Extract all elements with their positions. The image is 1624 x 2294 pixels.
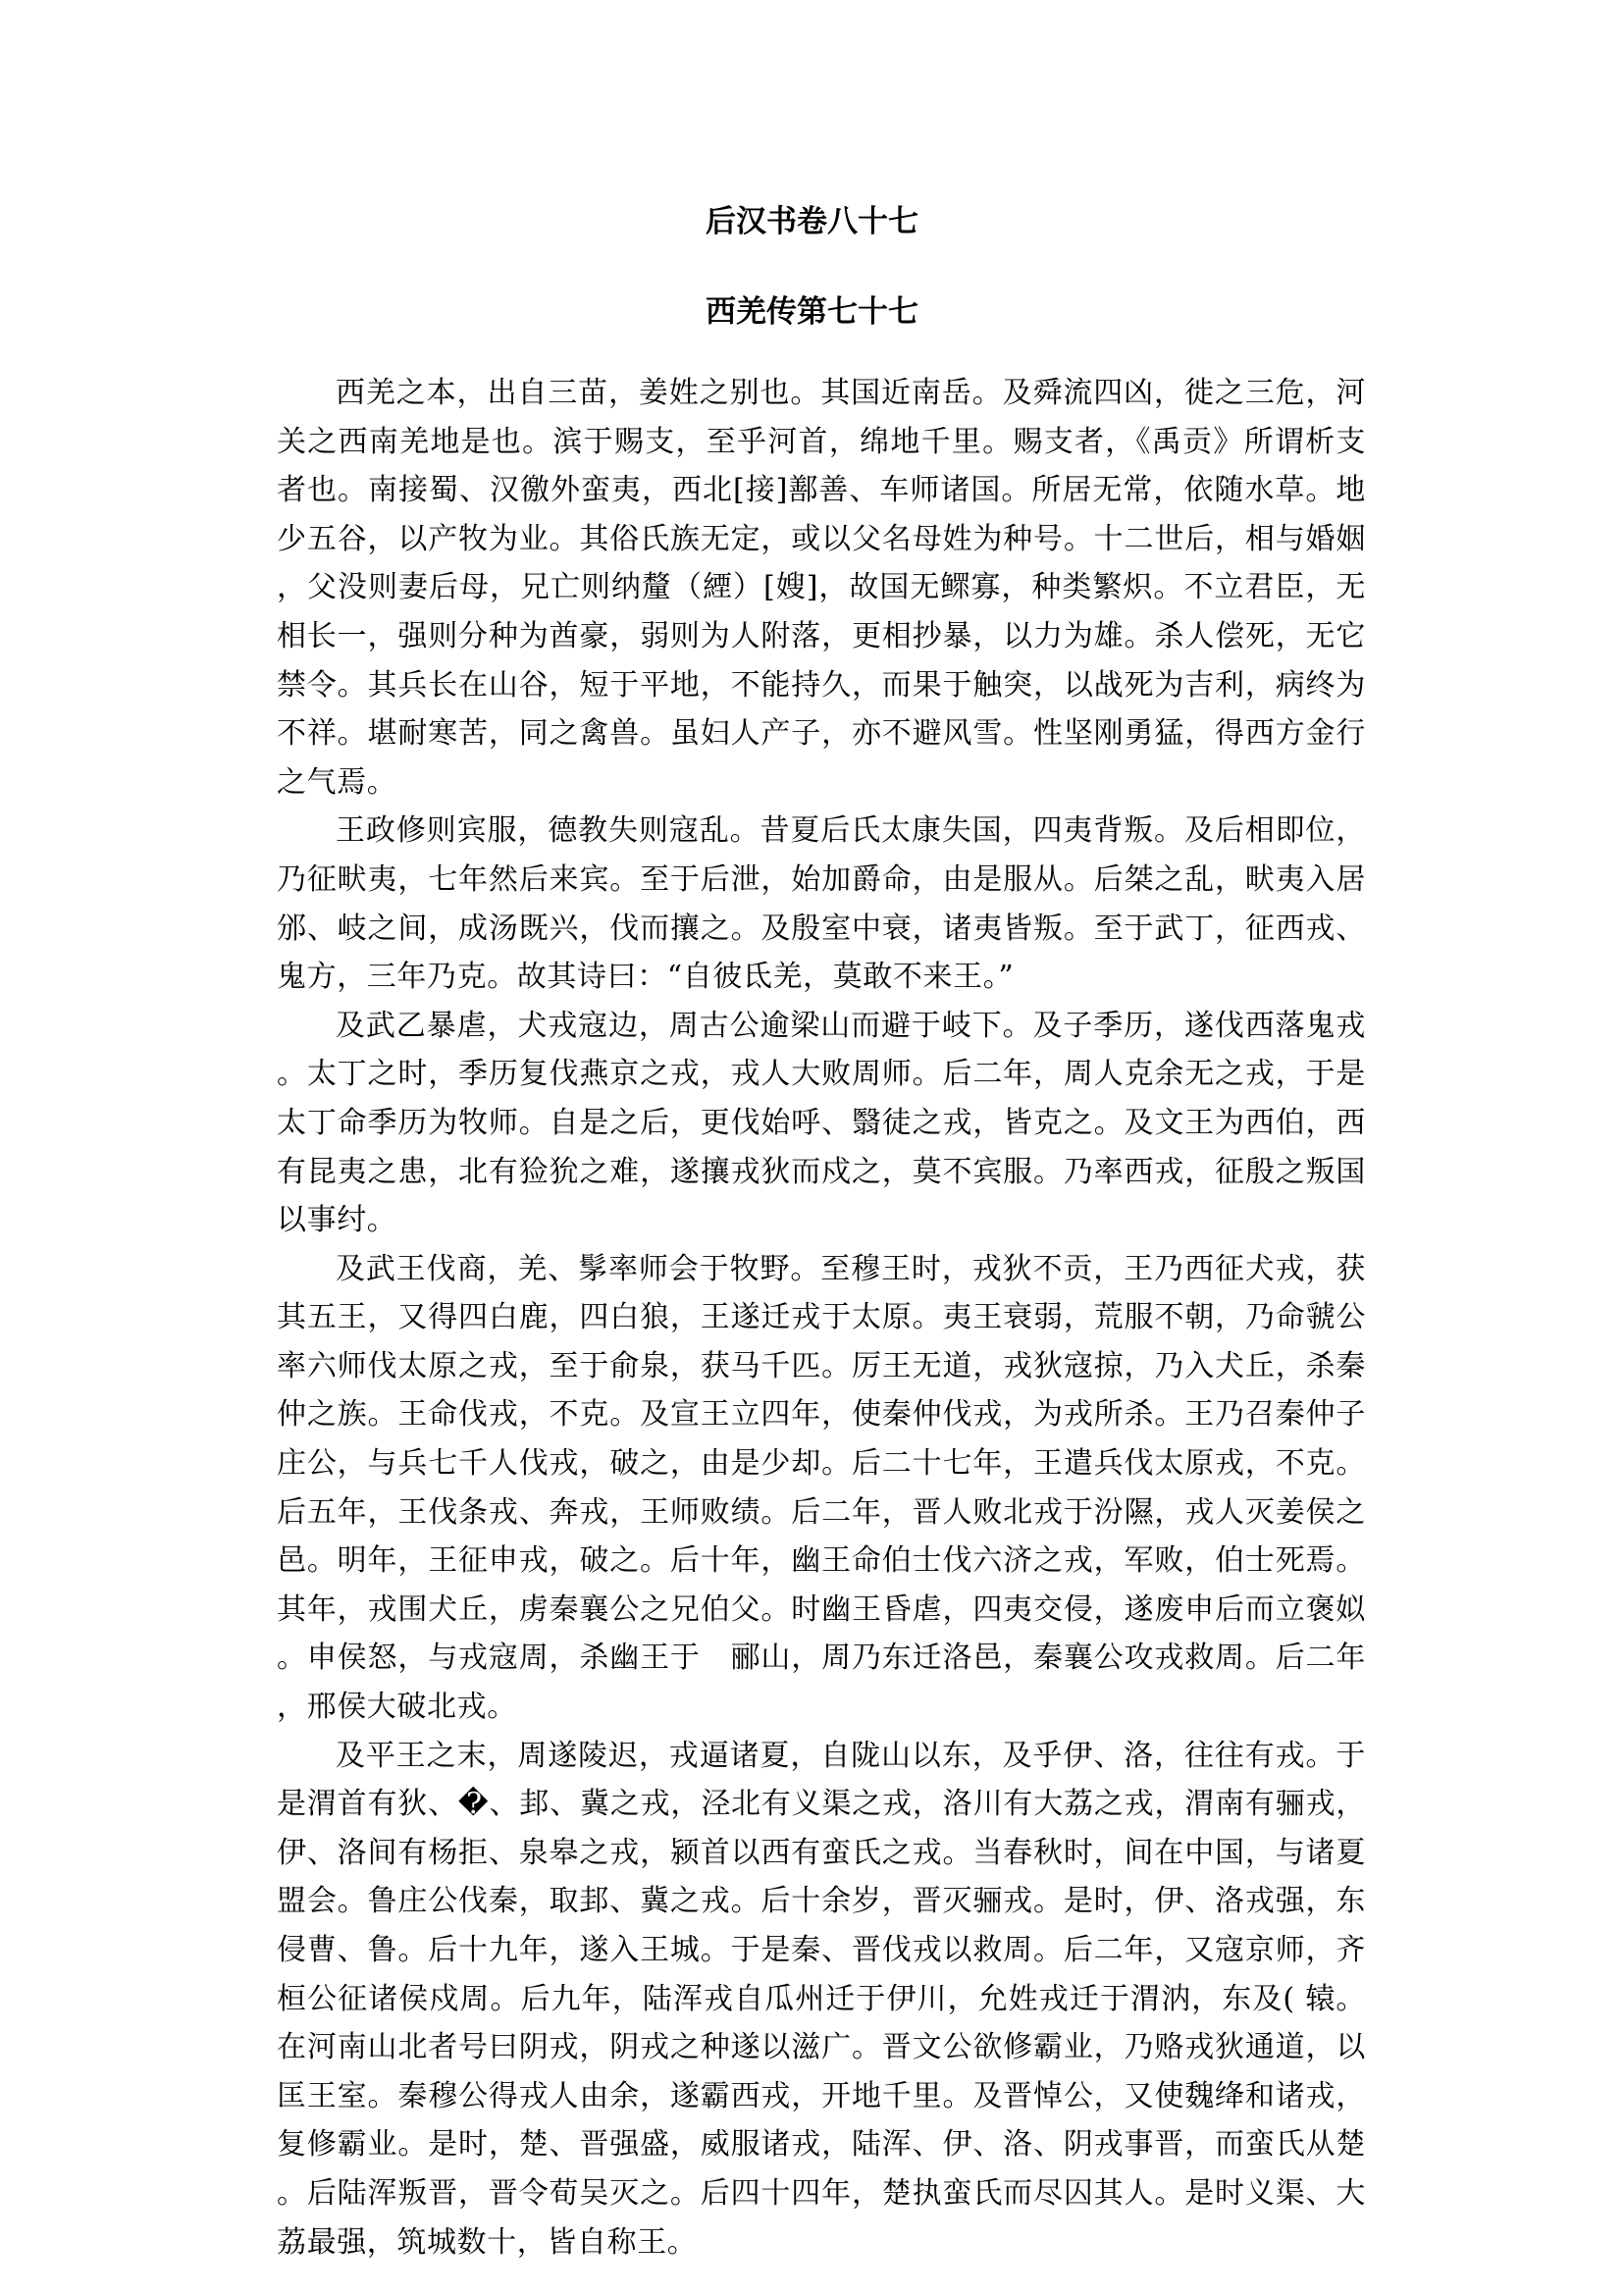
paragraph-4: 及武王伐商，羌、髳率师会于牧野。至穆王时，戎狄不贡，王乃西征犬戎，获其五王，又得四白鹿，四白狼，王遂迁戎于太原。夷王衰弱，荒服不朝，乃命虢公率六师伐太原之戎，至于俞泉，获马千匹。厉王无道，戎狄寇掠，乃入犬丘，杀秦仲之族。王命伐戎，不克。及宣王立四年，使秦仲伐戎，为戎所杀。王乃召秦仲子庄公，与兵七千人伐戎，破之，由是少却。后二十七年，王遣兵伐太原戎，不克。后五年，王伐条戎、奔戎，王师败绩。后二年，晋人败北戎于汾隰，戎人灭姜侯之邑。明年，王征申戎，破之。后十年，幽王命伯士伐六济之戎，军败，伯士死焉。其年，戎围犬丘，虏秦襄公之兄伯父。时幽王昏虐，四夷交侵，遂废申后而立褒姒。申侯怒，与戎寇周，杀幽王于 郦山，周乃东迁洛邑，秦襄公攻戎救周。后二年，邢侯大破北戎。 (277, 1251, 1366, 1725)
body-text (277, 369, 1366, 2267)
chapter-title: 西羌传第七十七 (706, 294, 918, 330)
paragraph-5: 及平王之末，周遂陵迟，戎逼诸夏，自陇山以东，及乎伊、洛，往往有戎。于是渭首有狄、�、邽、冀之戎，泾北有义渠之戎，洛川有大荔之戎，渭南有骊戎，伊、洛间有杨拒、泉皋之戎，颍首以西有蛮氏之戎。当春秋时，间在中国，与诸夏盟会。鲁庄公伐秦，取邽、冀之戎。后十余岁，晋灭骊戎。是时，伊、洛戎强，东侵曹、鲁。后十九年，遂入王城。于是秦、晋伐戎以救周。后二年，又寇京师，齐桓公征诸侯戍周。后九年，陆浑戎自瓜州迁于伊川，允姓戎迁于渭汭，东及( 辕。在河南山北者号曰阴戎，阴戎之种遂以滋广。晋文公欲修霸业，乃赂戎狄通道，以匡王室。秦穆公得戎人由余，遂霸西戎，开地千里。及晋悼公，又使魏绛和诸戎，复修霸业。是时，楚、晋强盛，威服诸戎，陆浑、伊、洛、阴戎事晋，而蛮氏从楚。后陆浑叛晋，晋令荀吴灭之。后四十四年，楚执蛮氏而尽囚其人。是时义渠、大荔最强，筑城数十，皆自称王。 (277, 1738, 1366, 2260)
paragraph-1: 西羌之本，出自三苗，姜姓之别也。其国近南岳。及舜流四凶，徙之三危，河关之西南羌地是也。滨于赐支，至乎河首，绵地千里。赐支者，《禹贡》所谓析支者也。南接蜀、汉徼外蛮夷，西北[接]鄯善、车师诸国。所居无常，依随水草。地少五谷，以产牧为业。其俗氏族无定，或以父名母姓为种号。十二世后，相与婚姻，父没则妻后母，兄亡则纳釐（緸）[嫂]，故国无鳏寡，种类繁炽。不立君臣，无相长一，强则分种为酋豪，弱则为人附落，更相抄暴，以力为雄。杀人偿死，无它禁令。其兵长在山谷，短于平地，不能持久，而果于触突，以战死为吉利，病终为不祥。堪耐寒苦，同之禽兽。虽妇人产子，亦不避风雪。性坚刚勇猛，得西方金行之气焉。 (277, 376, 1366, 800)
paragraph-2: 王政修则宾服，德教失则寇乱。昔夏后氏太康失国，四夷背叛。及后相即位，乃征畎夷，七年然后来宾。至于后泄，始加爵命，由是服从。后桀之乱，畎夷入居邠、岐之间，成汤既兴，伐而攘之。及殷室中衰，诸夷皆叛。至于武丁，征西戎、鬼方，三年乃克。故其诗曰：“自彼氐羌，莫敢不来王。” (277, 813, 1366, 995)
book-title: 后汉书卷八十七 (706, 204, 918, 239)
paragraph-3: 及武乙暴虐，犬戎寇边，周古公逾梁山而避于岐下。及子季历，遂伐西落鬼戎。太丁之时，季历复伐燕京之戎，戎人大败周师。后二年，周人克余无之戎，于是太丁命季历为牧师。自是之后，更伐始呼、翳徒之戎，皆克之。及文王为西伯，西有昆夷之患，北有猃狁之难，遂攘戎狄而戍之，莫不宾服。乃率西戎，征殷之叛国以事纣。 (277, 1008, 1366, 1238)
